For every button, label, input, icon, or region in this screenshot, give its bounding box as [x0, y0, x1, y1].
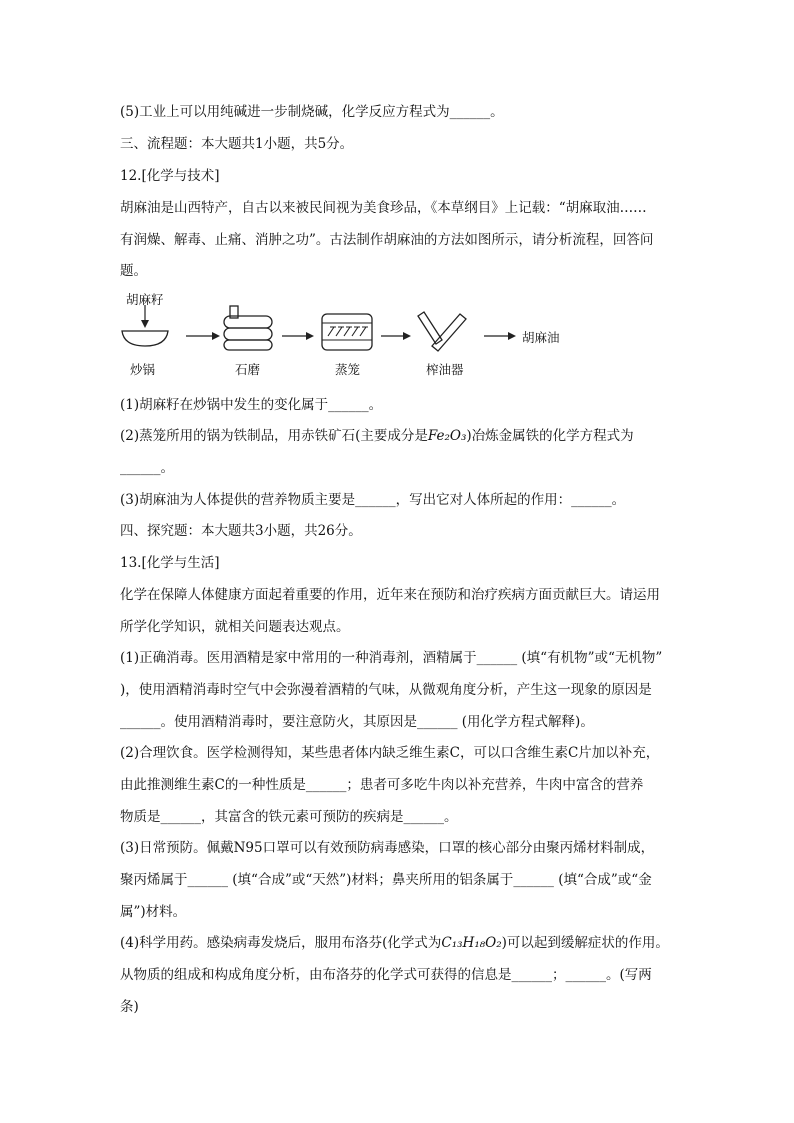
question-13-part-4-line-2: 从物质的组成和构成角度分析，由布洛芬的化学式可获得的信息是______；______。(写两: [120, 967, 652, 983]
question-13-part-4-line-1: [120, 933, 669, 953]
step-label-wok: 炒锅: [130, 362, 156, 377]
question-11-part-5: (5)工业上可以用纯碱进一步制烧碱，化学反应方程式为______。: [120, 104, 504, 120]
question-12-part-1: (1)胡麻籽在炒锅中发生的变化属于______。: [120, 397, 383, 413]
question-12-part-2-text-b: )冶炼金属铁的化学方程式为: [466, 428, 634, 444]
question-12-part-3: (3)胡麻油为人体提供的营养物质主要是______，写出它对人体所起的作用：______。: [120, 492, 626, 508]
question-13-part-4-text-b: )可以起到缓解症状的作用。: [501, 935, 669, 951]
question-12-stem-line-2: 有润燥、解毒、止痛、消肿之功”。古法制作胡麻油的方法如图所示，请分析流程，回答问: [120, 232, 654, 248]
question-12-part-2-blank: ______。: [120, 460, 174, 476]
input-arrowhead: [141, 320, 149, 328]
question-13-stem-line-2: 所学化学知识，就相关问题表达观点。: [120, 619, 350, 635]
question-12-stem-line-1: 胡麻油是山西特产，自古以来被民间视为美食珍品，《本草纲目》上记载：“胡麻取油……: [120, 200, 647, 216]
input-label: 胡麻籽: [126, 292, 164, 307]
flow-arrowhead-4: [508, 332, 516, 340]
output-label: 胡麻油: [522, 330, 560, 345]
question-13-part-2-line-1: (2)合理饮食。医学检测得知，某些患者体内缺乏维生素C，可以口含维生素C片加以补充，: [120, 745, 660, 761]
question-13-part-1-line-3: ______。使用酒精消毒时，要注意防火，其原因是______ (用化学方程式解释)。: [120, 714, 594, 730]
question-13-part-3-line-3: 属”)材料。: [120, 904, 187, 920]
question-13-part-1-line-1: (1)正确消毒。医用酒精是家中常用的一种消毒剂，酒精属于______ (填“有机物”或“无机物”: [120, 650, 663, 666]
question-12-part-2: [120, 426, 634, 446]
flow-arrowhead-2: [306, 332, 314, 340]
question-12-part-2-text-a: (2)蒸笼所用的锅为铁制品，用赤铁矿石(主要成分是: [120, 428, 428, 444]
question-13-tag: 13.[化学与生活]: [120, 555, 220, 571]
formula-ibuprofen: C₁₃H₁₈O₂: [441, 935, 502, 951]
section-heading-inquiry: 四、探究题：本大题共3小题，共26分。: [120, 523, 362, 539]
question-13-part-1-line-2: )，使用酒精消毒时空气中会弥漫着酒精的气味，从微观角度分析，产生这一现象的原因是: [120, 682, 652, 698]
wok-icon: [122, 331, 168, 346]
flow-arrowhead-3: [403, 332, 411, 340]
process-flow-diagram: [118, 288, 578, 380]
question-13-stem-line-1: 化学在保障人体健康方面起着重要的作用，近年来在预防和治疗疾病方面贡献巨大。请运用: [120, 587, 660, 603]
question-13-part-4-text-a: (4)科学用药。感染病毒发烧后，服用布洛芬(化学式为: [120, 935, 442, 951]
question-13-part-4-line-3: 条): [120, 999, 139, 1015]
question-12-tag: 12.[化学与技术]: [120, 168, 220, 184]
steamer-icon: [322, 314, 372, 350]
formula-fe2o3: Fe₂O₃: [427, 428, 467, 444]
oil-press-icon: [418, 312, 466, 351]
question-13-part-3-line-2: 聚丙烯属于______ (填“合成”或“天然”)材料；鼻夹所用的铝条属于______ (填“合成”或“金: [120, 872, 652, 888]
question-13-part-2-line-2: 由此推测维生素C的一种性质是______；患者可多吃牛肉以补充营养，牛肉中富含的营养: [120, 777, 644, 793]
section-heading-flow: 三、流程题：本大题共1小题，共5分。: [120, 136, 354, 152]
step-label-oil-press: 榨油器: [426, 362, 464, 377]
question-12-stem-line-3: 题。: [120, 263, 147, 279]
step-label-stone-mill: 石磨: [235, 362, 261, 377]
question-13-part-3-line-1: (3)日常预防。佩戴N95口罩可以有效预防病毒感染，口罩的核心部分由聚丙烯材料制成，: [120, 840, 655, 856]
stone-mill-icon: [224, 306, 272, 350]
step-label-steamer: 蒸笼: [335, 362, 361, 377]
question-13-part-2-line-3: 物质是______，其富含的铁元素可预防的疾病是______。: [120, 809, 458, 825]
flow-arrowhead-1: [212, 332, 220, 340]
